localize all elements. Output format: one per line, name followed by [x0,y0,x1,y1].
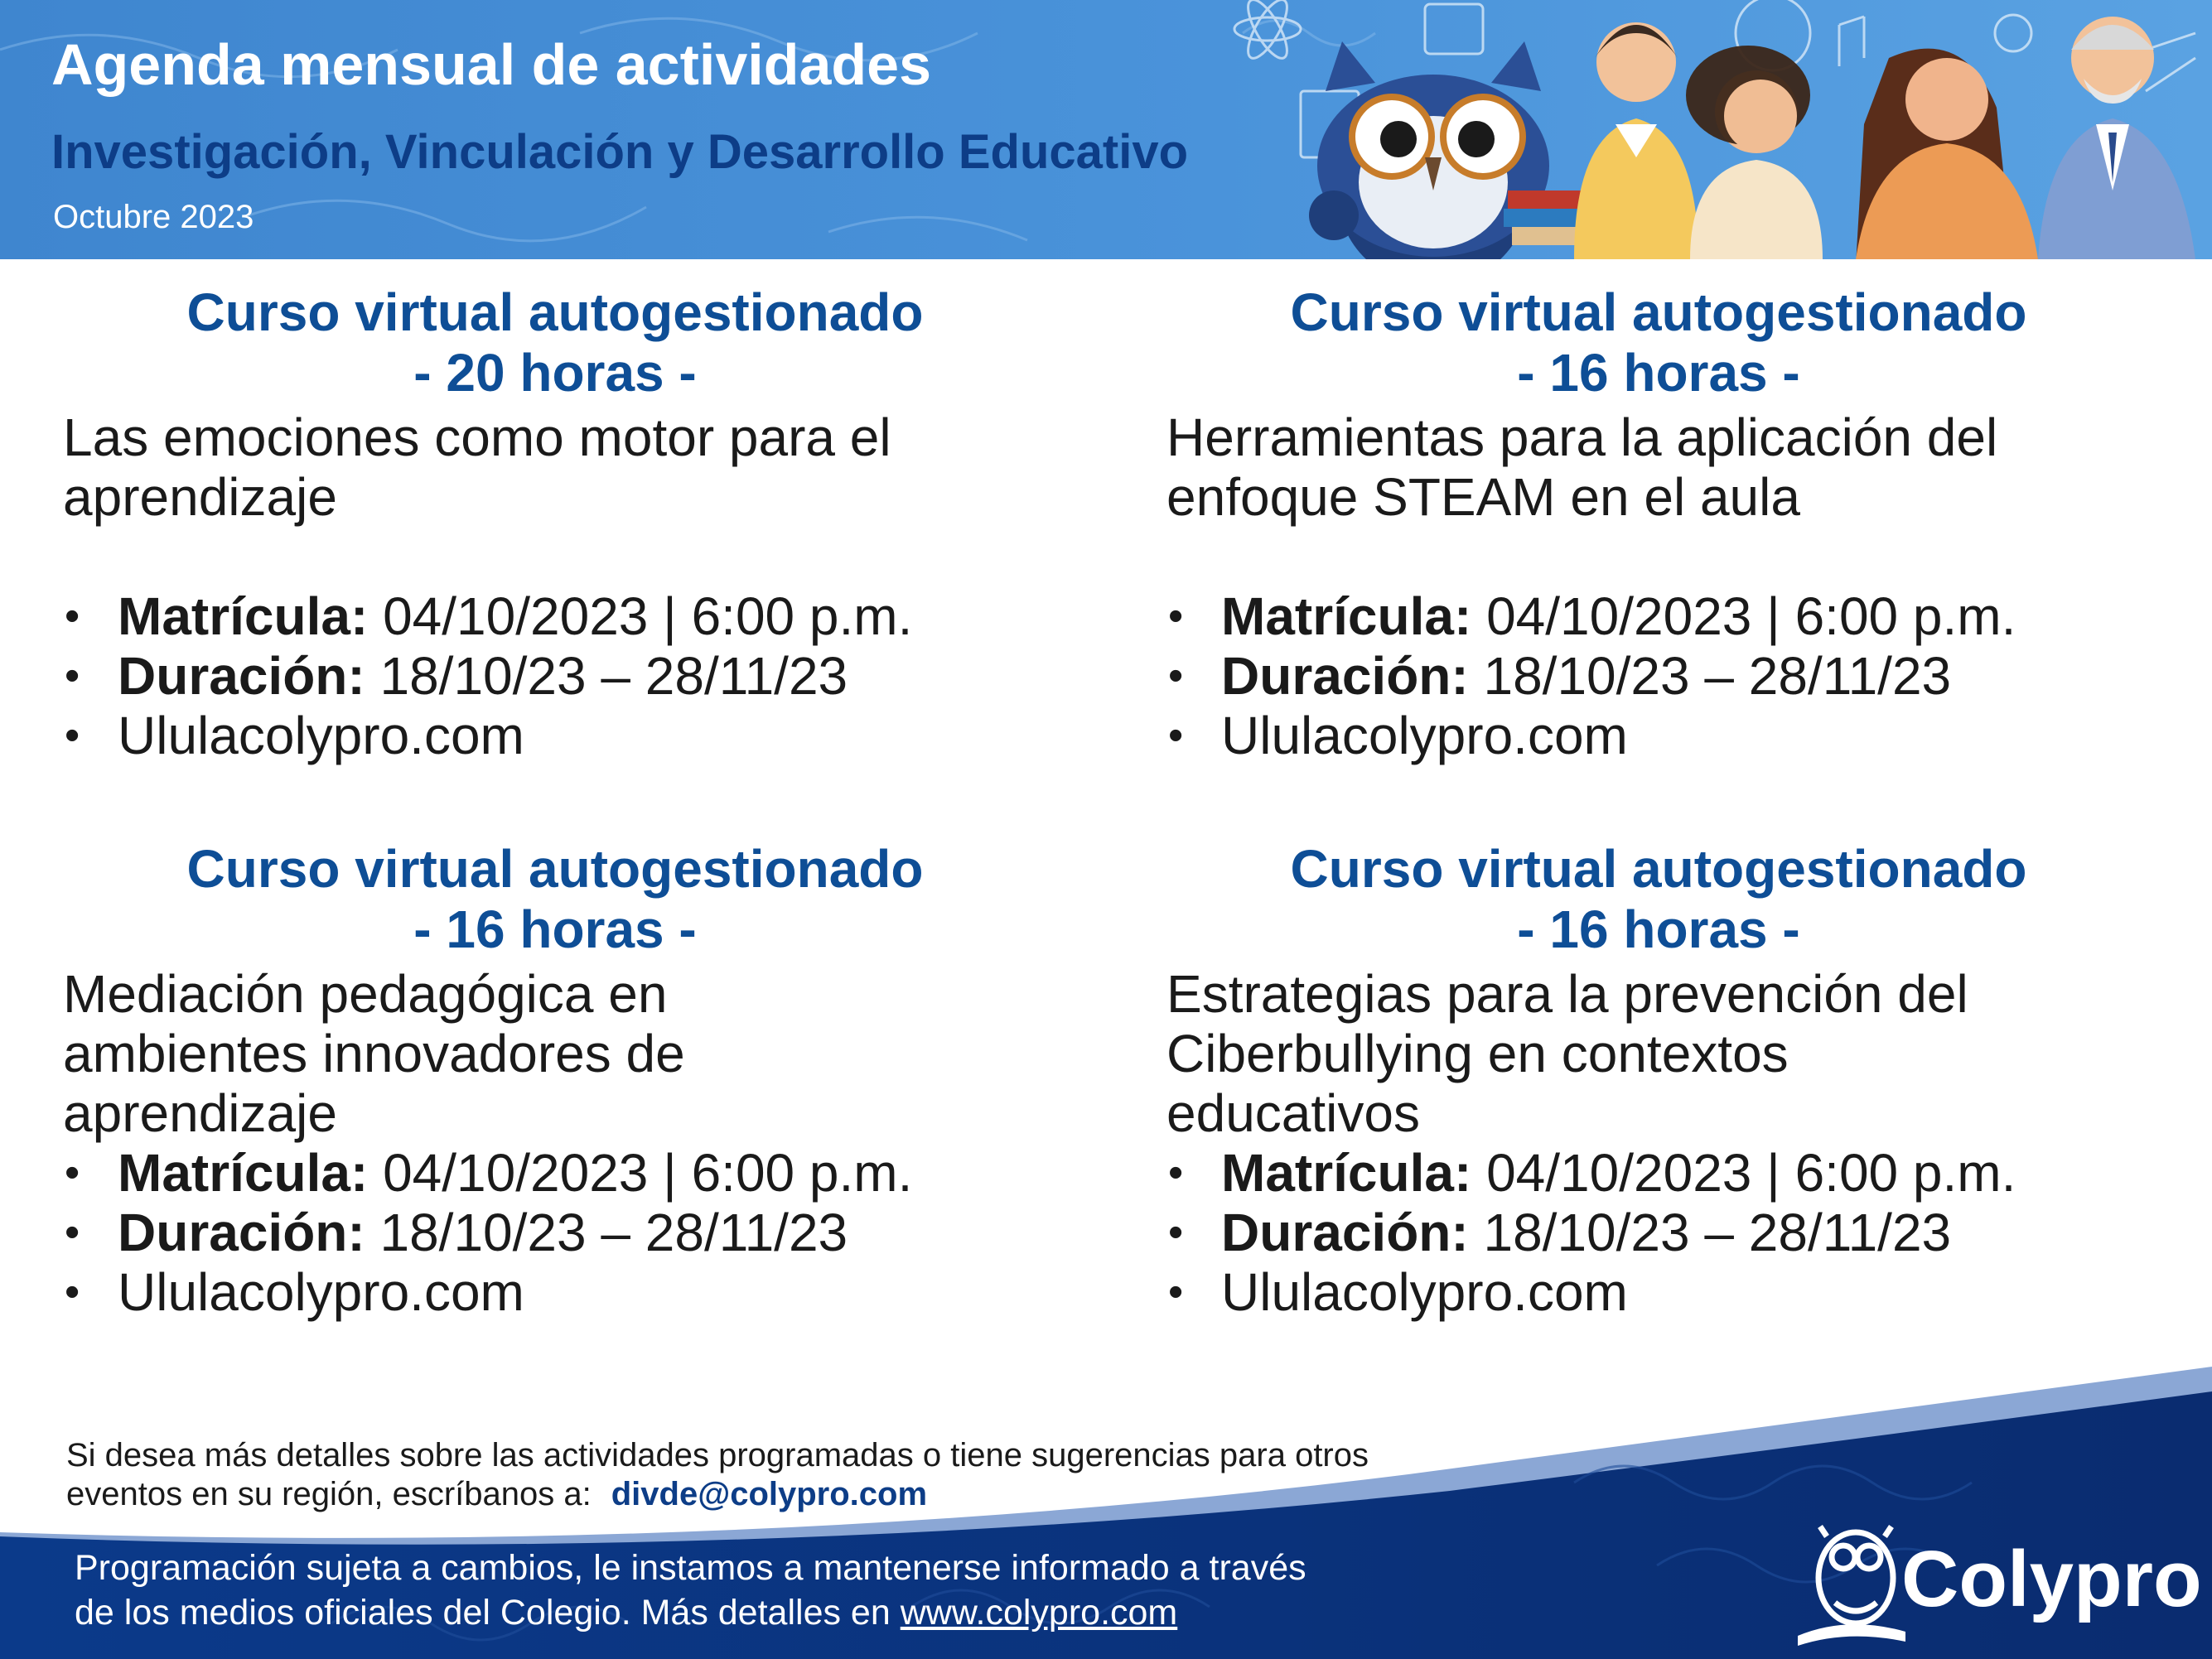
course-hours: - 20 horas - [413,343,697,403]
course-site-link[interactable]: Ululacolypro.com [1221,1262,1628,1322]
course-site [1166,706,2181,765]
matricula-value: 04/10/2023 | 6:00 p.m. [1471,1143,2016,1203]
course-type: Curso virtual autogestionado [186,282,924,342]
bullet-icon: • [1168,1268,1184,1316]
footer-line-2 [75,1590,1306,1635]
matricula-value: 04/10/2023 | 6:00 p.m. [368,586,913,646]
course-name [1166,408,2181,527]
course-details [1166,586,2181,765]
matricula-label: Matrícula: [118,586,369,646]
page-subtitle: Investigación, Vinculación y Desarrollo Educativo [51,125,1189,179]
bullet-icon: • [1168,1208,1184,1256]
duracion-label: Duración: [1221,646,1469,706]
course-hours: - 16 horas - [413,899,697,959]
bullet-icon: • [65,711,80,760]
course-type: Curso virtual autogestionado [1290,839,2027,899]
matricula-value: 04/10/2023 | 6:00 p.m. [1471,586,2016,646]
bullet-icon: • [65,1268,80,1316]
matricula-label: Matrícula: [118,1143,369,1203]
duracion-label: Duración: [1221,1203,1469,1262]
course-matricula [1166,586,2181,646]
contact-email-link[interactable]: divde@colypro.com [611,1476,928,1512]
footer-note [75,1546,1306,1635]
course-name-line: aprendizaje [63,1083,337,1143]
course-type: Curso virtual autogestionado [186,839,924,899]
course-details [1166,1143,2181,1322]
bullet-icon: • [65,592,80,640]
footer-text: de los medios oficiales del Colegio. Más detalles en [75,1593,901,1632]
duracion-label: Duración: [118,646,365,706]
course-site [63,1262,1077,1322]
matricula-label: Matrícula: [1221,586,1472,646]
course-site [63,706,1077,765]
course-duracion [1166,646,2181,706]
course-duracion [1166,1203,2181,1262]
contact-text [66,1436,1369,1514]
course-name-line: ambientes innovadores de [63,1024,685,1083]
course-duracion [63,1203,1077,1262]
course-site-link[interactable]: Ululacolypro.com [1221,706,1628,765]
course-duracion [63,646,1077,706]
course-details [63,586,1077,765]
course-details [63,1143,1077,1322]
duracion-value: 18/10/23 – 28/11/23 [1468,646,1952,706]
contact-line: Si desea más detalles sobre las actividades programadas o tiene sugerencias para otros [66,1437,1369,1473]
bullet-icon: • [65,652,80,700]
colypro-logo-text: Colypro [1901,1535,2202,1623]
page-title: Agenda mensual de actividades [51,32,932,97]
course-name-line: Ciberbullying en contextos [1166,1024,1789,1083]
website-link[interactable]: www.colypro.com [900,1593,1178,1632]
course-card-1 [50,282,1077,765]
course-name [1166,964,2181,1143]
course-name [63,964,1077,1143]
course-name-line: Las emociones como motor para el [63,408,891,467]
matricula-value: 04/10/2023 | 6:00 p.m. [368,1143,913,1203]
course-name-line: Herramientas para la aplicación del [1166,408,1998,467]
bullet-icon: • [1168,592,1184,640]
header-banner [0,0,2212,259]
course-matricula [63,586,1077,646]
course-type: Curso virtual autogestionado [1290,282,2027,342]
course-name-line: Estrategias para la prevención del [1166,964,1968,1024]
page-date: Octubre 2023 [53,199,254,235]
course-name-line: aprendizaje [63,467,337,527]
course-site-link[interactable]: Ululacolypro.com [118,706,524,765]
bullet-icon: • [1168,1149,1184,1197]
course-name-line: Mediación pedagógica en [63,964,668,1024]
course-name-line: enfoque STEAM en el aula [1166,467,1800,527]
contact-prompt: eventos en su región, escríbanos a: [66,1476,592,1512]
bullet-icon: • [1168,711,1184,760]
course-hours: - 16 horas - [1517,899,1800,959]
duracion-value: 18/10/23 – 28/11/23 [365,646,848,706]
duracion-value: 18/10/23 – 28/11/23 [1468,1203,1952,1262]
course-card-4 [1153,838,2181,1322]
footer-line: Programación sujeta a cambios, le instamos a mantenerse informado a través [75,1548,1306,1588]
bullet-icon: • [65,1208,80,1256]
contact-line-2 [66,1475,1369,1514]
bullet-icon: • [1168,652,1184,700]
course-site-link[interactable]: Ululacolypro.com [118,1262,524,1322]
duracion-label: Duración: [118,1203,365,1262]
course-hours: - 16 horas - [1517,343,1800,403]
course-matricula [1166,1143,2181,1203]
duracion-value: 18/10/23 – 28/11/23 [365,1203,848,1262]
people-illustration [1574,17,2195,259]
course-site [1166,1262,2181,1322]
course-card-3 [50,838,1077,1322]
course-name-line: educativos [1166,1083,1420,1143]
course-card-2 [1153,282,2181,765]
course-name [63,408,1077,527]
owl-mascot-icon [1309,41,1611,259]
bullet-icon: • [65,1149,80,1197]
matricula-label: Matrícula: [1221,1143,1472,1203]
course-matricula [63,1143,1077,1203]
